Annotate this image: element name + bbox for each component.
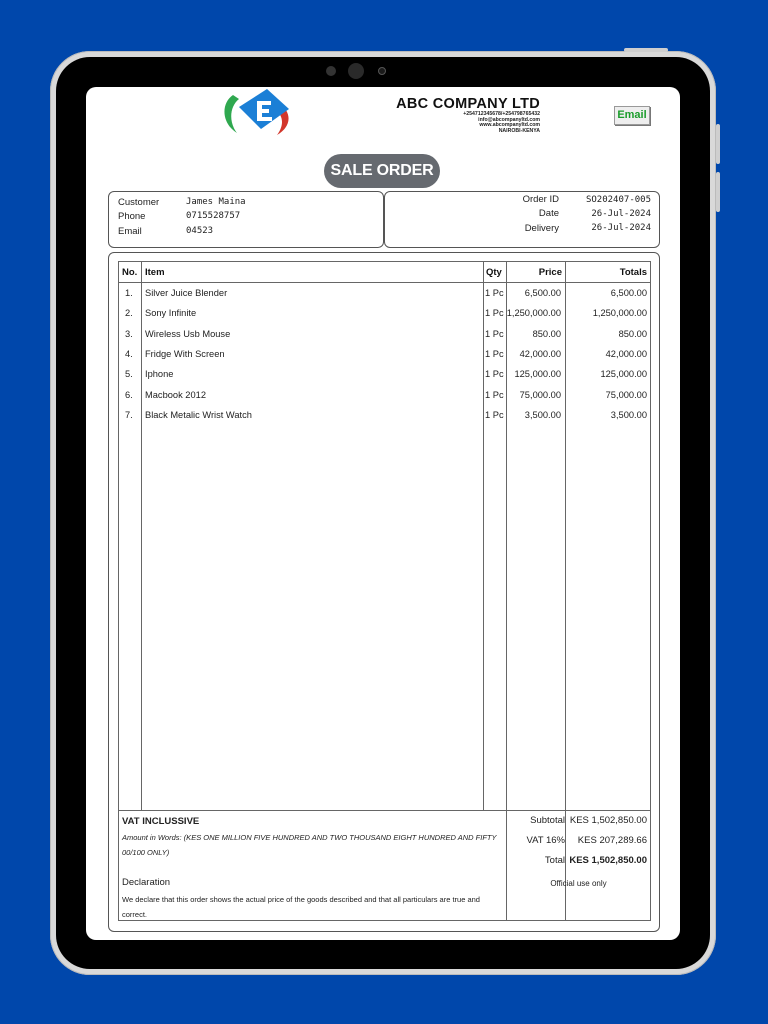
order-id-label: Order ID (522, 194, 559, 205)
row-total: 3,500.00 (610, 409, 647, 420)
camera-lens (348, 63, 364, 79)
company-location: NAIROBI-KENYA (498, 127, 540, 134)
company-name: ABC COMPANY LTD (396, 96, 540, 112)
table-row (119, 365, 650, 385)
sensor-dot (326, 66, 336, 76)
row-qty: 1 Pc (485, 288, 504, 298)
tablet-side-button-1 (716, 124, 720, 164)
row-total: 1,250,000.00 (592, 308, 647, 319)
row-item: Sony Infinite (145, 308, 197, 319)
row-price: 75,000.00 (519, 389, 561, 400)
row-qty: 1 Pc (485, 369, 504, 380)
tablet-side-button-2 (716, 172, 720, 212)
header-totals: Totals (619, 267, 647, 278)
row-price: 1,250,000.00 (506, 308, 561, 319)
order-date: 26-Jul-2024 (591, 209, 651, 219)
table-row (119, 325, 650, 345)
company-phones: +254712345678/+254798765432 (463, 111, 540, 117)
declaration-title: Declaration (122, 877, 171, 888)
items-table (118, 261, 651, 921)
row-item: Silver Juice Blender (145, 288, 228, 298)
company-website: www.abcompanyltd.com (479, 122, 540, 129)
row-total: 6,500.00 (610, 288, 647, 298)
vat-value: KES 207,289.66 (577, 835, 647, 846)
customer-label: Customer (118, 197, 160, 208)
row-total: 42,000.00 (605, 348, 647, 359)
declaration-text: We declare that this order shows the actual price of the goods described and that all particulars are true and correct. (122, 895, 480, 919)
row-number: 6. (125, 389, 133, 400)
table-row (119, 386, 650, 406)
amount-in-words: Amount in Words: (KES ONE MILLION FIVE HUNDRED AND TWO THOUSAND EIGHT HUNDRED AND FIFTY 00/100 ONLY) (122, 833, 497, 857)
document-title: SALE ORDER (324, 154, 440, 188)
row-item: Macbook 2012 (145, 389, 206, 400)
row-number: 3. (125, 328, 133, 339)
subtotal-label: Subtotal (530, 815, 565, 826)
order-info-box (384, 191, 660, 248)
summary-divider (565, 811, 566, 871)
items-table-container (108, 252, 660, 932)
customer-name: James Maina (186, 197, 246, 207)
row-number: 4. (125, 348, 133, 359)
delivery-date: 26-Jul-2024 (591, 223, 651, 233)
vat-label: VAT 16% (526, 835, 565, 846)
company-info (396, 96, 540, 134)
tablet-top-button (624, 48, 668, 52)
document-screen (86, 87, 680, 940)
official-use: Official use only (550, 879, 607, 888)
row-number: 7. (125, 409, 133, 420)
total-value: KES 1,502,850.00 (569, 855, 647, 866)
table-row (119, 304, 650, 324)
totals-summary (507, 811, 650, 920)
total-label: Total (544, 855, 565, 866)
footer-notes (119, 811, 507, 920)
table-header (119, 262, 650, 283)
row-number: 5. (125, 369, 133, 380)
row-total: 75,000.00 (605, 389, 647, 400)
row-number: 1. (125, 288, 133, 298)
row-qty: 1 Pc (485, 389, 504, 400)
row-price: 850.00 (532, 328, 561, 339)
table-row (119, 284, 650, 304)
phone-label: Phone (118, 211, 146, 222)
customer-phone: 0715528757 (186, 211, 241, 221)
customer-email: 04523 (186, 226, 214, 236)
row-item: Fridge With Screen (145, 348, 225, 359)
row-item: Iphone (145, 369, 174, 380)
table-row (119, 406, 650, 426)
row-qty: 1 Pc (485, 308, 504, 319)
table-footer (119, 810, 650, 920)
order-date-label: Date (538, 208, 559, 219)
email-button[interactable]: Email (614, 106, 650, 125)
row-total: 125,000.00 (600, 369, 647, 380)
header-qty: Qty (486, 267, 502, 278)
table-row (119, 345, 650, 365)
email-label: Email (118, 226, 142, 237)
row-price: 3,500.00 (524, 409, 561, 420)
company-logo-icon (219, 87, 301, 139)
header-no: No. (122, 267, 138, 278)
customer-info-box (108, 191, 384, 248)
row-price: 42,000.00 (519, 348, 561, 359)
light-sensor (378, 67, 386, 75)
subtotal-value: KES 1,502,850.00 (569, 815, 647, 826)
row-number: 2. (125, 308, 133, 319)
company-email: info@abcompanyltd.com (478, 116, 540, 123)
header-price: Price (538, 267, 562, 278)
row-item: Black Metalic Wrist Watch (145, 409, 252, 420)
delivery-label: Delivery (524, 223, 559, 234)
row-qty: 1 Pc (485, 409, 504, 420)
row-total: 850.00 (618, 328, 647, 339)
order-id: SO202407-005 (585, 195, 651, 205)
row-qty: 1 Pc (485, 348, 504, 359)
row-price: 6,500.00 (524, 288, 561, 298)
header-item: Item (145, 267, 165, 278)
row-item: Wireless Usb Mouse (145, 328, 231, 339)
vat-title: VAT INCLUSSIVE (122, 816, 200, 827)
row-price: 125,000.00 (514, 369, 561, 380)
row-qty: 1 Pc (485, 328, 504, 339)
